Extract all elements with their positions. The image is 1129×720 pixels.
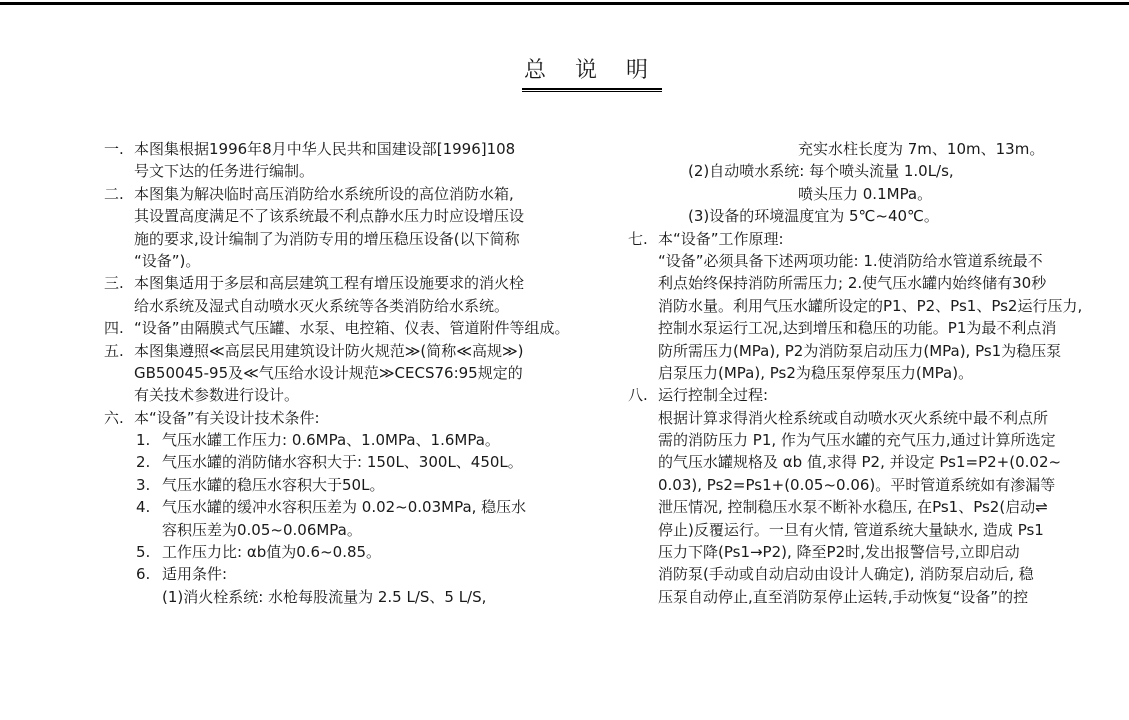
- paragraph-line-text: 号文下达的任务进行编制。: [134, 162, 315, 181]
- paragraph-line: [628, 272, 1058, 294]
- paragraph-line-text: 压力下降(Ps1→P2), 降至P2时,发出报警信号,立即启动: [658, 543, 1020, 562]
- condition-text: 适用条件:: [162, 565, 228, 584]
- paragraph-line-text: 本图集为解决临时高压消防给水系统所设的高位消防水箱,: [134, 184, 514, 203]
- condition-item: [104, 519, 529, 541]
- condition-text: 气压水罐的稳压水容积大于50L。: [162, 475, 385, 494]
- paragraph-line-number: 三.: [104, 274, 124, 293]
- paragraph-line: [628, 340, 1062, 362]
- paragraph-line: [104, 205, 529, 227]
- paragraph-line-number: 四.: [104, 319, 124, 338]
- paragraph-line: [104, 160, 529, 182]
- paragraph-line: [104, 407, 529, 429]
- paragraph-line-text: 压泵自动停止,直至消防泵停止运转,手动恢复“设备”的控: [658, 587, 1029, 606]
- condition-number: 4.: [136, 498, 151, 517]
- paragraph-line-text: 的气压水罐规格及 αb 值,求得 P2, 并设定 Ps1=P2+(0.02~: [658, 453, 1062, 472]
- paragraph-line-text: 控制水泵运行工况,达到增压和稳压的功能。P1为最不利点消: [658, 319, 1057, 338]
- condition-number: 3.: [136, 475, 151, 494]
- paragraph-line: [104, 384, 529, 406]
- paragraph-line: [104, 272, 529, 294]
- paragraph-line: [628, 519, 1058, 541]
- condition-item: [104, 451, 529, 473]
- paragraph-line-text: 本图集遵照≪高层民用建筑设计防火规范≫(简称≪高规≫): [134, 341, 524, 360]
- paragraph-line-number: 八.: [628, 386, 648, 405]
- paragraph-line: [104, 317, 570, 339]
- paragraph-line-text: “设备”由隔膜式气压罐、水泵、电控箱、仪表、管道附件等组成。: [134, 319, 570, 338]
- condition-continuation: (2)自动喷水系统: 每个喷头流量 1.0L/s,: [688, 162, 954, 181]
- paragraph-line-text: 启泵压力(MPa), Ps2为稳压泵停泵压力(MPa)。: [658, 363, 974, 382]
- left-column: [104, 138, 570, 608]
- condition-item: [104, 541, 529, 563]
- paragraph-line-number: 二.: [104, 184, 124, 203]
- paragraph-line-number: 五.: [104, 341, 124, 360]
- document-title: 总 说 明: [524, 58, 650, 83]
- paragraph-line: [628, 317, 1058, 339]
- paragraph-line-text: 消防泵(手动或自动启动由设计人确定), 消防泵启动后, 稳: [658, 565, 1034, 584]
- paragraph-line-number: 七.: [628, 229, 648, 248]
- paragraph-line: [628, 384, 1058, 406]
- condition-text: 容积压差为0.05~0.06MPa。: [162, 520, 362, 539]
- title-underline-secondary: [522, 91, 662, 92]
- paragraph-line-text: 本图集根据1996年8月中华人民共和国建设部[1996]108: [134, 140, 516, 158]
- paragraph-line-text: 有关技术参数进行设计。: [134, 386, 300, 405]
- paragraph-line-text: 防所需压力(MPa), P2为消防泵启动压力(MPa), Ps1为稳压泵: [658, 341, 1062, 360]
- paragraph-line-text: GB50045-95及≪气压给水设计规范≫CECS76:95规定的: [134, 363, 523, 382]
- paragraph-line-text: 本“设备”工作原理:: [658, 229, 784, 248]
- condition-continuation: 喷头压力 0.1MPa。: [798, 184, 933, 203]
- paragraph-line: [628, 295, 1083, 317]
- paragraph-line: [104, 340, 529, 362]
- paragraph-line-text: 运行控制全过程:: [658, 386, 769, 405]
- paragraph-line: [628, 541, 1058, 563]
- paragraph-line-text: 根据计算求得消火栓系统或自动喷水灭火系统中最不利点所: [658, 408, 1049, 427]
- paragraph-line-text: 停止)反覆运行。一旦有火情, 管道系统大量缺水, 造成 Ps1: [658, 520, 1044, 539]
- condition-number: 6.: [136, 565, 151, 584]
- paragraph-line-text: 给水系统及湿式自动喷水灭火系统等各类消防给水系统。: [134, 296, 510, 315]
- paragraph-line-text: 其设置高度满足不了该系统最不利点静水压力时应设增压设: [134, 207, 525, 226]
- paragraph-line: [104, 183, 529, 205]
- paragraph-line: [628, 563, 1058, 585]
- paragraph-line: [628, 586, 1058, 608]
- paragraph-line: [628, 362, 1058, 384]
- paragraph-line-text: 本“设备”有关设计技术条件:: [134, 408, 320, 427]
- paragraph-line-text: 需的消防压力 P1, 作为气压水罐的充气压力,通过计算所选定: [658, 431, 1056, 450]
- right-column: [628, 138, 1083, 608]
- condition-text: 气压水罐的消防储水容积大于: 150L、300L、450L。: [162, 453, 523, 472]
- paragraph-line: [628, 496, 1058, 518]
- condition-subitem: (1)消火栓系统: 水枪每股流量为 2.5 L/S、5 L/S,: [162, 587, 487, 606]
- condition-number: 5.: [136, 543, 151, 562]
- paragraph-line: [628, 407, 1058, 429]
- paragraph-line: [104, 250, 529, 272]
- paragraph-line-text: 利点始终保持消防所需压力; 2.使气压水罐内始终储有30秒: [658, 274, 1047, 293]
- paragraph-line: [104, 138, 529, 160]
- paragraph-line: [628, 474, 1058, 496]
- paragraph-line-text: 本图集适用于多层和高层建筑工程有增压设施要求的消火栓: [134, 274, 525, 293]
- paragraph-line-number: 六.: [104, 408, 124, 427]
- paragraph-line-text: 泄压情况, 控制稳压水泵不断补水稳压, 在Ps1、Ps2(启动⇌: [658, 498, 1048, 517]
- top-border-rule: [0, 2, 1129, 5]
- paragraph-line-text: 消防水量。利用气压水罐所设定的P1、P2、Ps1、Ps2运行压力,: [658, 296, 1083, 315]
- paragraph-line: [104, 362, 529, 384]
- title-underline: [522, 88, 662, 90]
- paragraph-line: [628, 228, 1058, 250]
- paragraph-line: [628, 451, 1062, 473]
- condition-text: 工作压力比: αb值为0.6~0.85。: [162, 543, 382, 562]
- condition-text: 气压水罐工作压力: 0.6MPa、1.0MPa、1.6MPa。: [162, 431, 500, 450]
- condition-item: [104, 563, 529, 585]
- paragraph-line-text: “设备”必须具备下述两项功能: 1.使消防给水管道系统最不: [658, 251, 1043, 270]
- condition-text: 气压水罐的缓冲水容积压差为 0.02~0.03MPa, 稳压水: [162, 498, 527, 517]
- condition-continuation: (3)设备的环境温度宜为 5℃~40℃。: [688, 207, 939, 226]
- paragraph-line-number: 一.: [104, 140, 124, 158]
- paragraph-line: [628, 429, 1058, 451]
- paragraph-line-text: “设备”)。: [134, 251, 201, 270]
- condition-number: 2.: [136, 453, 151, 472]
- paragraph-line: [104, 228, 529, 250]
- condition-number: 1.: [136, 431, 151, 450]
- condition-item: [104, 474, 529, 496]
- condition-item: [104, 429, 529, 451]
- condition-item: [104, 496, 529, 518]
- paragraph-line-text: 施的要求,设计编制了为消防专用的增压稳压设备(以下简称: [134, 229, 520, 248]
- paragraph-line: [628, 250, 1058, 272]
- paragraph-line: [104, 295, 529, 317]
- condition-continuation: 充实水柱长度为 7m、10m、13m。: [798, 140, 1045, 158]
- paragraph-line-text: 0.03), Ps2=Ps1+(0.05~0.06)。平时管道系统如有渗漏等: [658, 475, 1056, 494]
